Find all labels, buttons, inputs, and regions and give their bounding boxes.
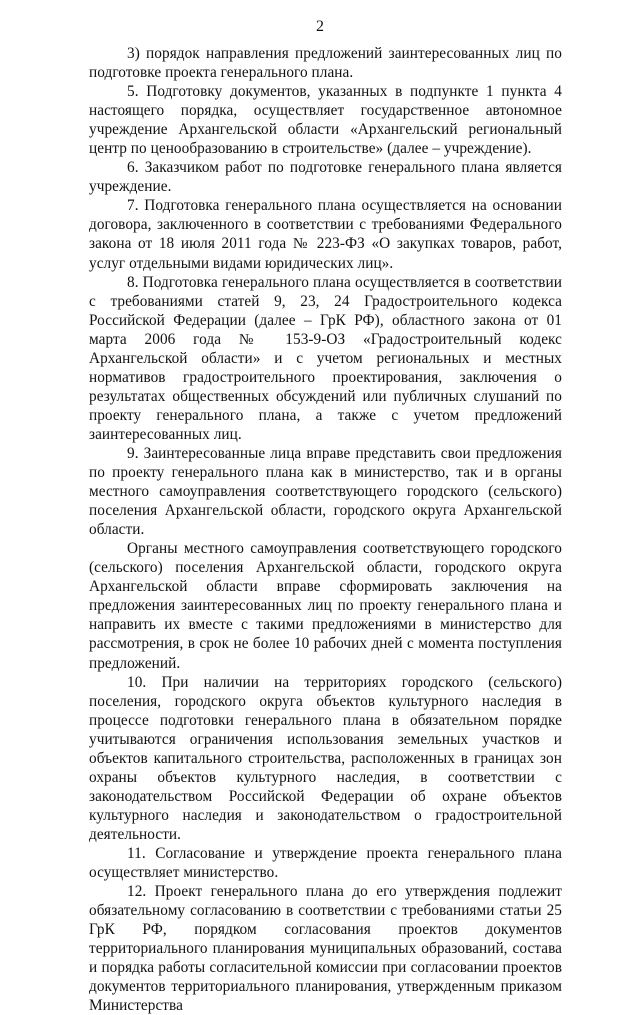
paragraph-item-6: 6. Заказчиком работ по подготовке генерального плана является учреждение. (89, 159, 562, 196)
paragraph-item-5: 5. Подготовку документов, указанных в подпункте 1 пункта 4 настоящего порядка, осуществляет государственное автономное учреждение Архангельской области «Архангельский региональный центр по ценообразованию в строительстве» (далее – учреждение). (89, 83, 562, 158)
paragraph-item-7: 7. Подготовка генерального плана осуществляется на основании договора, заключенного в соответствии с требованиями Федерального закона от 18 июля 2011 года № 223-ФЗ «О закупках товаров, работ, услуг отдельными видами юридических лиц». (89, 197, 562, 272)
paragraph-item-8: 8. Подготовка генерального плана осуществляется в соответствии с требованиями статей 9, 23, 24 Градостроительного кодекса Российской Федерации (далее – ГрК РФ), областного закона от 01 марта 2006 года № 153-9-ОЗ «Градостроительный кодекс Архангельской области» и с учетом региональных и местных нормативов градостроительного проектирования, заключения о результатах общественных обсуждений или публичных слушаний по проекту генерального плана, а также с учетом предложений заинтересованных лиц. (89, 273, 562, 443)
paragraph-item-9: 9. Заинтересованные лица вправе представить свои предложения по проекту генерального плана как в министерство, так и в органы местного самоуправления соответствующего городского (сельского) поселения Архангельской области, городского округа Архангельской области. (89, 444, 562, 539)
page-number: 2 (316, 18, 324, 35)
document-body (89, 44, 562, 1015)
paragraph-item-12: 12. Проект генерального плана до его утверждения подлежит обязательному согласованию в соответствии с требованиями статьи 25 ГрК РФ, порядком согласования проектов документов территориального планирования муниципальных образований, состава и порядка работы согласительной комиссии при согласовании проектов документов территориального планирования, утвержденным приказом Министерства (89, 883, 562, 1015)
paragraph-item-10: 10. При наличии на территориях городского (сельского) поселения, городского округа объектов культурного наследия в процессе подготовки генерального плана в обязательном порядке учитываются ограничения использования земельных участков и объектов капитального строительства, расположенных в границах зон охраны объектов культурного наследия, в соответствии с законодательством Российской Федерации об охране объектов культурного наследия и законодательством о градостроительной деятельности. (89, 673, 562, 843)
paragraph-item-9-continued: Органы местного самоуправления соответствующего городского (сельского) поселения Архангельской области, городского округа Архангельской области вправе сформировать заключения на предложения заинтересованных лиц по проекту генерального плана и направить их вместе с такими предложениями в министерство для рассмотрения, в срок не более 10 рабочих дней с момента поступления предложений. (89, 540, 562, 672)
paragraph-item-11: 11. Согласование и утверждение проекта генерального плана осуществляет министерство. (89, 844, 562, 882)
paragraph-item-3: 3) порядок направления предложений заинтересованных лиц по подготовке проекта генерального плана. (89, 45, 562, 82)
